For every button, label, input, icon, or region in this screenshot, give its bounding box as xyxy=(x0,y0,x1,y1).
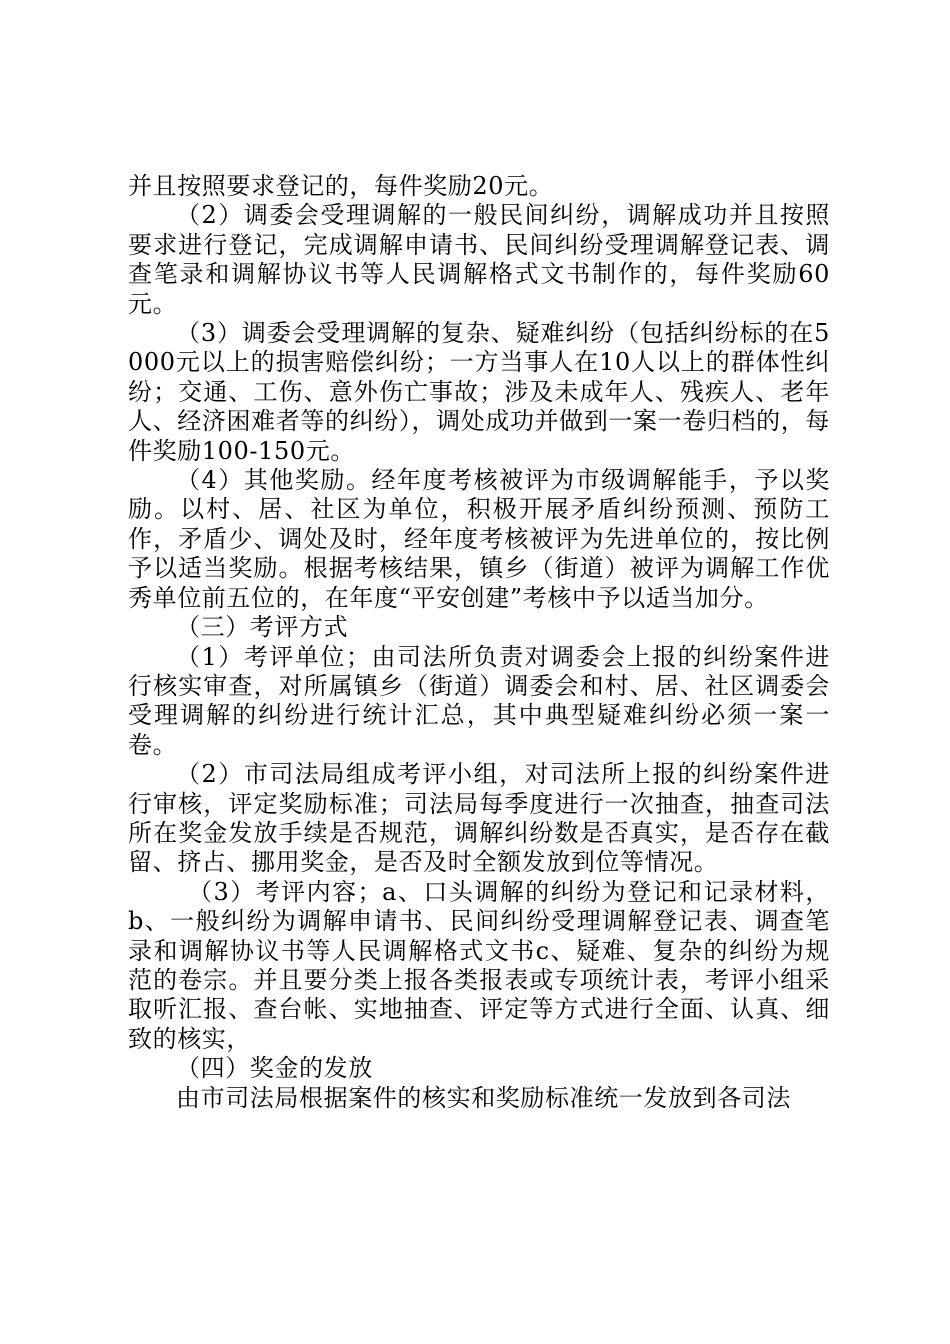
section-heading-evaluation-method: （三）考评方式 xyxy=(176,613,349,642)
paragraph-continued: 并且按照要求登记的，每件奖励20元。 xyxy=(128,172,554,200)
paragraph-eval-2: （2）市司法局组成考评小组，对司法所上报的纠纷案件进行审核，评定奖励标准；司法局每季度进行一次抽查，抽查司法所在奖金发放手续是否规范，调解纠纷数是否真实，是否存在截留、挤占、挪用奖金，是否及时全额发放到位等情况。 xyxy=(128,760,830,877)
document-page xyxy=(128,172,830,1113)
paragraph-bonus-distribution: 由市司法局根据案件的核实和奖励标准统一发放到各司法 xyxy=(176,1083,791,1112)
section-heading-bonus-distribution: （四）奖金的发放 xyxy=(176,1054,373,1083)
paragraph-item-4: （4）其他奖励。经年度考核被评为市级调解能手，予以奖励。以村、居、社区为单位，积极开展矛盾纠纷预测、预防工作，矛盾少、调处及时，经年度考核被评为先进单位的，按比例予以适当奖励。根据考核结果，镇乡（街道）被评为调解工作优秀单位前五位的，在年度“平安创建”考核中予以适当加分。 xyxy=(128,466,830,612)
paragraph-item-3: （3）调委会受理调解的复杂、疑难纠纷（包括纠纷标的在5000元以上的损害赔偿纠纷；一方当事人在10人以上的群体性纠纷；交通、工伤、意外伤亡事故；涉及未成年人、残疾人、老年人、经济困难者等的纠纷），调处成功并做到一案一卷归档的，每件奖励100-150元。 xyxy=(128,319,830,465)
paragraph-item-2: （2）调委会受理调解的一般民间纠纷，调解成功并且按照要求进行登记，完成调解申请书、民间纠纷受理调解登记表、调查笔录和调解协议书等人民调解格式文书制作的，每件奖励60元。 xyxy=(128,201,830,318)
paragraph-eval-1: （1）考评单位；由司法所负责对调委会上报的纠纷案件进行核实审查，对所属镇乡（街道）调委会和村、居、社区调委会受理调解的纠纷进行统计汇总，其中典型疑难纠纷必须一案一卷。 xyxy=(128,642,830,759)
paragraph-eval-3: （3）考评内容；a、口头调解的纠纷为登记和记录材料，b、一般纠纷为调解申请书、民间纠纷受理调解登记表、调查笔录和调解协议书等人民调解格式文书c、疑难、复杂的纠纷为规范的卷宗。并且要分类上报各类报表或专项统计表，考评小组采取听汇报、查台帐、实地抽查、评定等方式进行全面、认真、细致的核实， xyxy=(128,877,830,1053)
